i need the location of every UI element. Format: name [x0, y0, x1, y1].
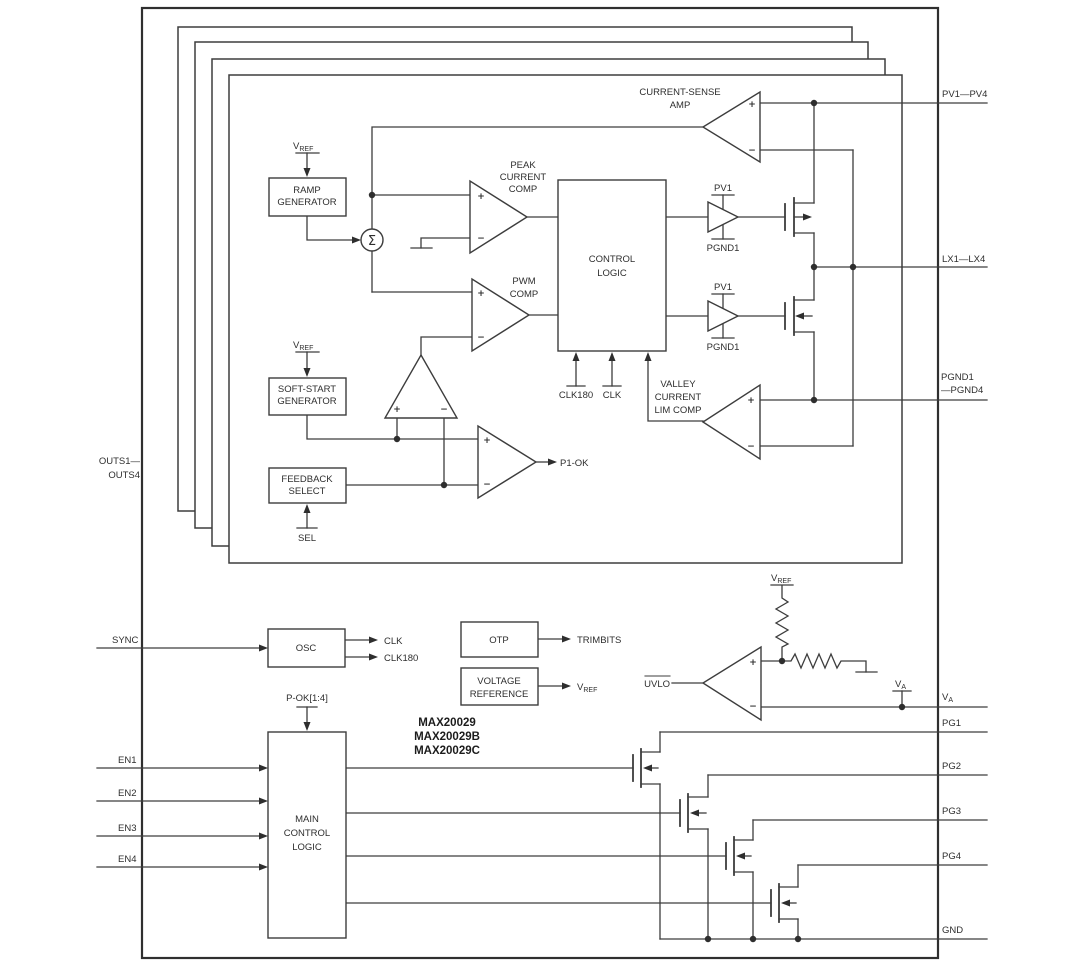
- ramp-generator-block: [269, 178, 346, 216]
- pin-gnd-label: GND: [942, 925, 964, 936]
- pin-outs-label-1: OUTS1—: [98, 456, 140, 467]
- pin-pg2-label: PG2: [942, 761, 962, 772]
- osc-block: [268, 629, 345, 667]
- part-number-2: MAX20029B: [414, 731, 480, 743]
- clk-out-label: CLK: [384, 636, 403, 647]
- pgnd1-flag-label: PGND1: [706, 342, 740, 353]
- feedback-select-label-1: FEEDBACK: [281, 474, 333, 485]
- otp-block: [461, 622, 538, 657]
- pin-pgnd-label-2: —PGND4: [941, 385, 984, 396]
- minus-sign: −: [477, 333, 485, 343]
- peak-comp-label-2: CURRENT: [499, 172, 547, 183]
- summing-node: [361, 229, 383, 251]
- plus-sign: +: [747, 396, 755, 406]
- current-sense-amp-label-2: AMP: [669, 100, 691, 111]
- main-control-logic-label-3: LOGIC: [292, 842, 322, 853]
- vref-flag-soft-start: $V_{REF}$: [293, 340, 314, 352]
- pin-en2-label: EN2: [118, 788, 137, 799]
- voltage-reference-label-1: VOLTAGE: [477, 676, 521, 687]
- pin-pg3-label: PG3: [942, 806, 962, 817]
- pin-va-label: $V_A$: [942, 692, 954, 704]
- pv1-flag-label: PV1: [714, 282, 732, 293]
- plus-sign: +: [477, 192, 485, 202]
- p-ok-bus-label: P-OK[1:4]: [286, 693, 328, 704]
- trimbits-label: TRIMBITS: [577, 635, 622, 646]
- pg3-mosfet: [726, 820, 753, 939]
- vref-out-label: $V_{REF}$: [577, 682, 598, 694]
- minus-sign: −: [749, 702, 757, 712]
- plus-sign: +: [483, 436, 491, 446]
- peak-comp-label-1: PEAK: [510, 160, 536, 171]
- control-logic-block: [558, 180, 666, 351]
- part-number-labels: [414, 717, 480, 757]
- main-control-logic-block: [268, 732, 346, 938]
- valley-comp-label-3: LIM COMP: [654, 405, 702, 416]
- vref-flag-ramp: $V_{REF}$: [293, 141, 314, 153]
- main-control-logic-label-2: CONTROL: [283, 828, 331, 839]
- minus-sign: −: [748, 146, 756, 156]
- valley-comp-label-1: VALLEY: [660, 379, 696, 390]
- vref-flag-divider: $V_{REF}$: [771, 573, 792, 585]
- pgnd1-flag-label: PGND1: [706, 243, 740, 254]
- bottom-wires: [97, 585, 987, 939]
- pin-pv-label: PV1—PV4: [942, 89, 988, 100]
- pin-en1-label: EN1: [118, 755, 137, 766]
- minus-sign: −: [477, 234, 485, 244]
- pin-sync-label: SYNC: [112, 635, 139, 646]
- control-logic-label-1: CONTROL: [588, 254, 636, 265]
- otp-label: OTP: [489, 635, 509, 646]
- pg2-mosfet: [680, 775, 708, 939]
- sigma-symbol: Σ: [367, 234, 377, 249]
- ramp-generator-label-1: RAMP: [293, 185, 321, 196]
- pin-en3-label: EN3: [118, 823, 137, 834]
- pin-outs-label-2: OUTS4: [108, 470, 140, 481]
- valley-comp-label-2: CURRENT: [654, 392, 702, 403]
- pwm-comp-label-2: COMP: [509, 289, 539, 300]
- va-flag: $V_A$: [895, 679, 907, 691]
- sel-label: SEL: [298, 533, 316, 544]
- pin-pgnd-label-1: PGND1: [941, 372, 974, 383]
- part-number-1: MAX20029: [418, 717, 476, 729]
- plus-sign: +: [477, 289, 485, 299]
- pwm-comp-label-1: PWM: [512, 276, 536, 287]
- soft-start-label-2: GENERATOR: [277, 396, 337, 407]
- soft-start-generator-block: [269, 378, 346, 415]
- uvlo-comp: [644, 573, 906, 720]
- plus-sign: +: [748, 100, 756, 110]
- osc-label: OSC: [295, 643, 317, 654]
- pv1-flag-label: PV1: [714, 183, 732, 194]
- pin-en4-label: EN4: [118, 854, 137, 865]
- p1-ok-label: P1-OK: [560, 458, 589, 469]
- current-sense-amp-label-1: CURRENT-SENSE: [639, 87, 721, 98]
- pin-lx-label: LX1—LX4: [942, 254, 986, 265]
- soft-start-label-1: SOFT-START: [277, 384, 337, 395]
- clk180-label: CLK180: [558, 390, 594, 401]
- pin-pg1-label: PG1: [942, 718, 962, 729]
- voltage-reference-block: [461, 668, 538, 705]
- pg4-mosfet: [771, 865, 798, 939]
- plus-sign: +: [749, 658, 757, 668]
- control-logic-label-2: LOGIC: [597, 268, 627, 279]
- clk180-out-label: CLK180: [384, 653, 419, 664]
- pg1-mosfet: [633, 732, 660, 939]
- voltage-reference-label-2: REFERENCE: [469, 689, 529, 700]
- minus-sign: −: [440, 405, 448, 415]
- minus-sign: −: [747, 442, 755, 452]
- main-control-logic-label-1: MAIN: [295, 814, 319, 825]
- uvlo-label: UVLO: [644, 679, 670, 690]
- peak-comp-label-3: COMP: [508, 184, 538, 195]
- ramp-generator-label-2: GENERATOR: [277, 197, 337, 208]
- pin-pg4-label: PG4: [942, 851, 962, 862]
- minus-sign: −: [483, 480, 491, 490]
- feedback-select-label-2: SELECT: [288, 486, 326, 497]
- clk-label: CLK: [602, 390, 622, 401]
- plus-sign: +: [393, 405, 401, 415]
- part-number-3: MAX20029C: [414, 745, 480, 757]
- feedback-select-block: [269, 468, 346, 503]
